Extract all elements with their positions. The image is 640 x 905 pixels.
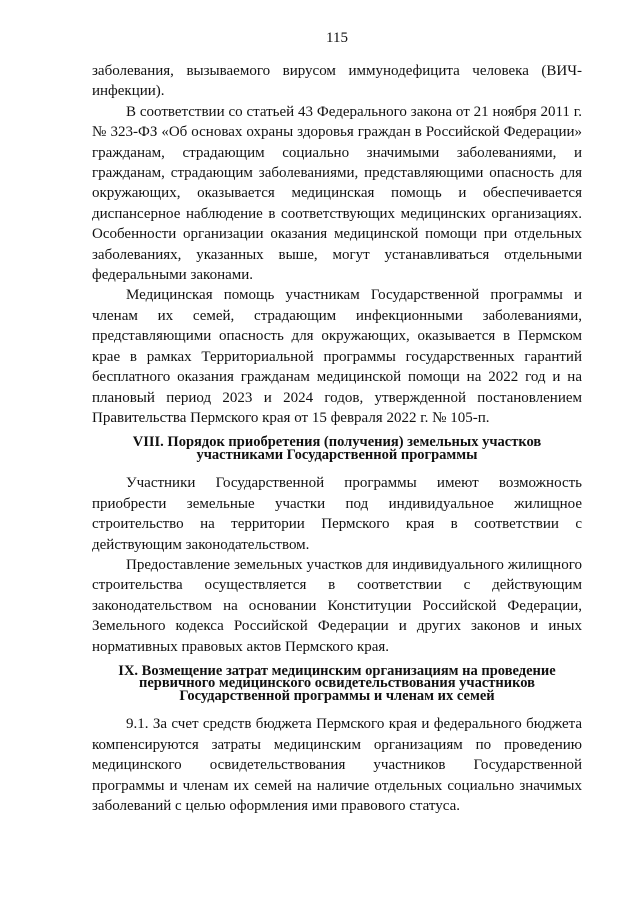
section-heading-viii: VIII. Порядок приобретения (получения) земельных участков участниками Государственной программы [132, 434, 542, 463]
paragraph-law-reference: В соответствии со статьей 43 Федерального закона от 21 ноября 2011 г. № 323-ФЗ «Об основах охраны здоровья граждан в Российской Федерации» гражданам, страдающим социально значимыми заболеваниями, и гражданам, страдающим заболеваниями, представляющими опасность для окружающих, оказывается медицинская помощь и обеспечивается диспансерное наблюдение в соответствующих медицинских организациях. Особенности организации оказания медицинской помощи при отдельных заболеваниях, указанных выше, могут устанавливаться отдельными федеральными законами. [92, 103, 582, 284]
section-heading-ix: IX. Возмещение затрат медицинским организациям на проведение первичного медицинского освидетельствования участников Государственной программы и членам их семей [118, 662, 556, 704]
page-number: 115 [326, 30, 348, 46]
paragraph-cost-compensation: 9.1. За счет средств бюджета Пермского края и федерального бюджета компенсируются затраты медицинским организациям по проведению медицинского освидетельствования участников Государственной программы и членам их семей на наличие отдельных социально значимых заболеваний с целью оформления ими правового статуса. [92, 716, 582, 815]
paragraph-medical-assistance: Медицинская помощь участникам Государственной программы и членам их семей, страдающим инфекционными заболеваниями, представляющими опасность для окружающих, оказывается в Пермском крае в рамках Территориальной программы государственных гарантий бесплатного оказания гражданам медицинской помощи на 2022 год и на плановый период 2023 и 2024 годов, утвержденной постановлением Правительства Пермского края от 15 февраля 2022 г. № 105-п. [92, 287, 582, 426]
paragraph-land-provision: Предоставление земельных участков для индивидуального жилищного строительства осуществляется в соответствии с действующим законодательством на основании Конституции Российской Федерации, Земельного кодекса Российской Федерации и других законов и иных нормативных правовых актов Пермского края. [92, 556, 582, 655]
paragraph-land-acquisition: Участники Государственной программы имеют возможность приобрести земельные участки под индивидуальное жилищное строительство на территории Пермского края в соответствии с действующим законодательством. [92, 475, 582, 553]
paragraph-continuation: заболевания, вызываемого вирусом иммунодефицита человека (ВИЧ-инфекции). [92, 63, 582, 100]
